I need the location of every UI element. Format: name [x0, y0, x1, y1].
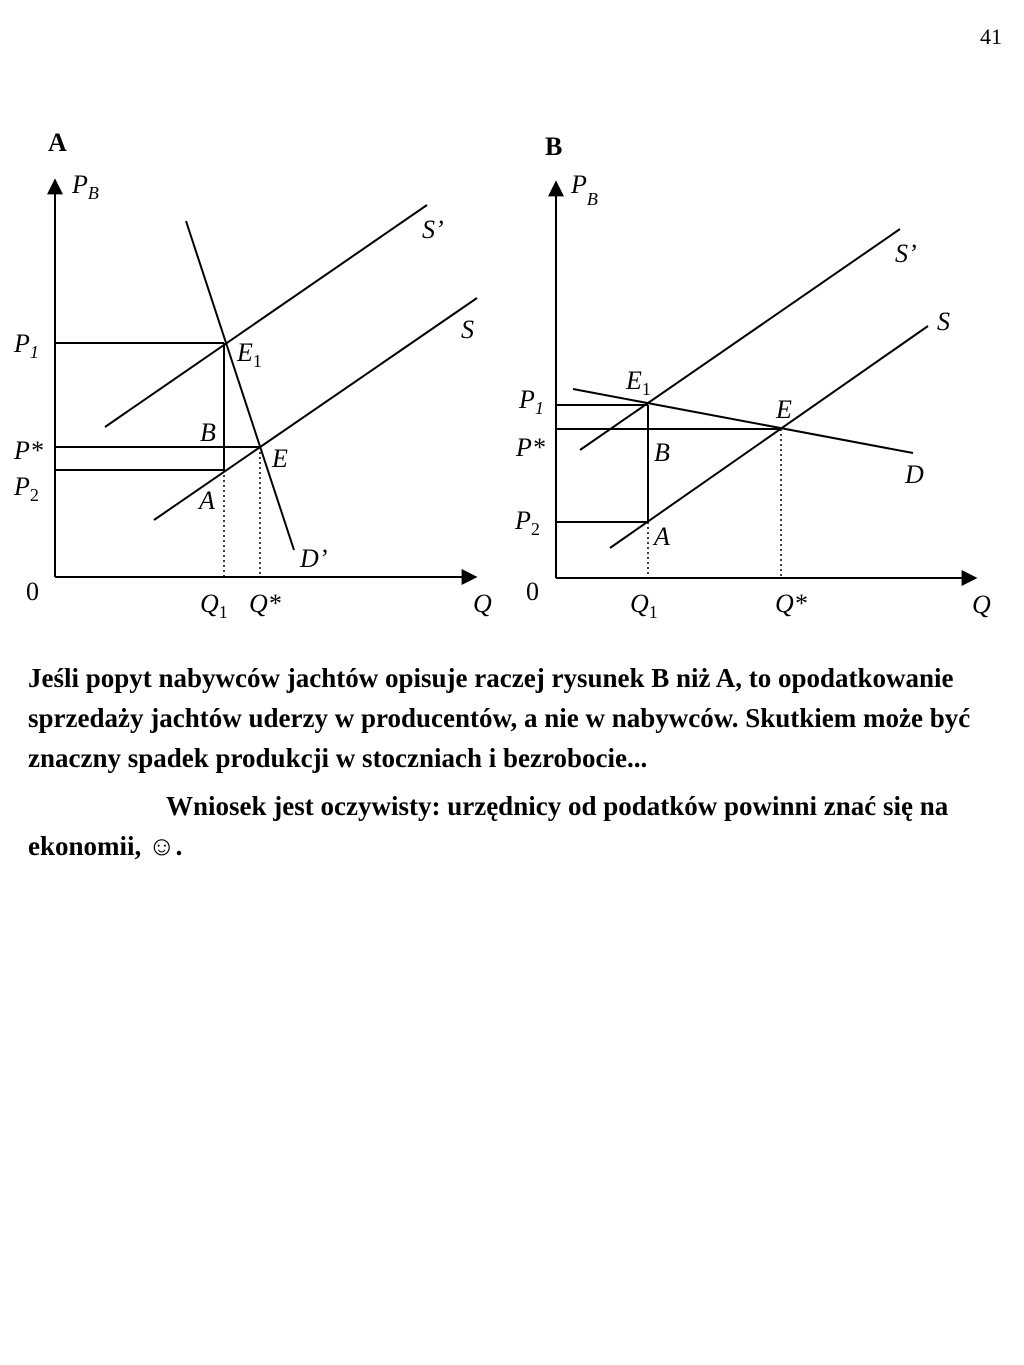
paragraph-summary: Wniosek jest oczywisty: urzędnicy od podatków powinni znać się na ekonomii, ☺. [28, 791, 949, 861]
panel-b-e-label: E [776, 395, 792, 424]
panel-a-supply-shifted-line [105, 205, 427, 427]
panel-b-supply-label: S [937, 307, 950, 336]
panel-b-demand-line [573, 389, 913, 453]
panel-a-supply-shifted-label: S’ [422, 215, 444, 244]
panel-b-y-axis-label: $P_B$ [571, 170, 598, 209]
panel-a-x-axis-label: Q [473, 589, 492, 618]
panel-b-pstar-label: P* [516, 433, 545, 462]
supply-demand-diagrams [0, 0, 1024, 640]
panel-a-e-label: E [272, 444, 288, 473]
panel-a-qstar-label: Q* [249, 589, 281, 618]
panel-b-label: B [545, 132, 563, 161]
panel-b-b-label: B [654, 438, 670, 467]
panel-b [514, 132, 991, 622]
panel-a-label: A [48, 128, 67, 157]
panel-a-q1-label: $Q_1$ [200, 589, 228, 622]
panel-a-supply-label: S [461, 315, 474, 344]
page-number: 41 [980, 24, 1002, 49]
panel-a-a-label: A [199, 486, 215, 515]
panel-b-x-axis-label: Q [972, 590, 991, 619]
panel-b-demand-label: D [905, 460, 924, 489]
panel-a-y-axis-label: $P_B$ [72, 170, 99, 203]
panel-b-supply-line [610, 326, 928, 548]
paragraph-conclusion: Jeśli popyt nabywców jachtów opisuje raczej rysunek B niż A, to opodatkowanie sprzedaży jachtów uderzy w producentów, a nie w nabywców. Skutkiem może być znaczny spadek produkcji w stoczniach i bezrobocie... [28, 663, 971, 773]
panel-a-pstar-label: P* [14, 436, 43, 465]
panel-a [13, 128, 492, 622]
panel-b-a-label: A [654, 522, 670, 551]
panel-b-e1-label: $E_1$ [626, 366, 651, 399]
panel-a-demand-label: D’ [300, 544, 328, 573]
panel-b-p1-label: $P_1$ [519, 385, 544, 418]
panel-b-qstar-label: Q* [775, 589, 807, 618]
panel-a-e1-label: $E_1$ [237, 338, 262, 371]
panel-a-b-label: B [200, 418, 216, 447]
panel-b-supply-shifted-line [580, 229, 900, 450]
panel-b-q1-label: $Q_1$ [630, 589, 658, 622]
panel-b-p2-label: $P_2$ [515, 506, 540, 539]
panel-a-origin-label: 0 [26, 577, 39, 606]
panel-a-p1-label: $P_1$ [14, 329, 39, 362]
explanation-text [28, 658, 996, 866]
panel-b-origin-label: 0 [526, 577, 539, 606]
panel-a-p2-label: $P_2$ [14, 472, 39, 505]
paragraph-summary-wrapper [28, 786, 996, 866]
panel-b-supply-shifted-label: S’ [895, 239, 917, 268]
